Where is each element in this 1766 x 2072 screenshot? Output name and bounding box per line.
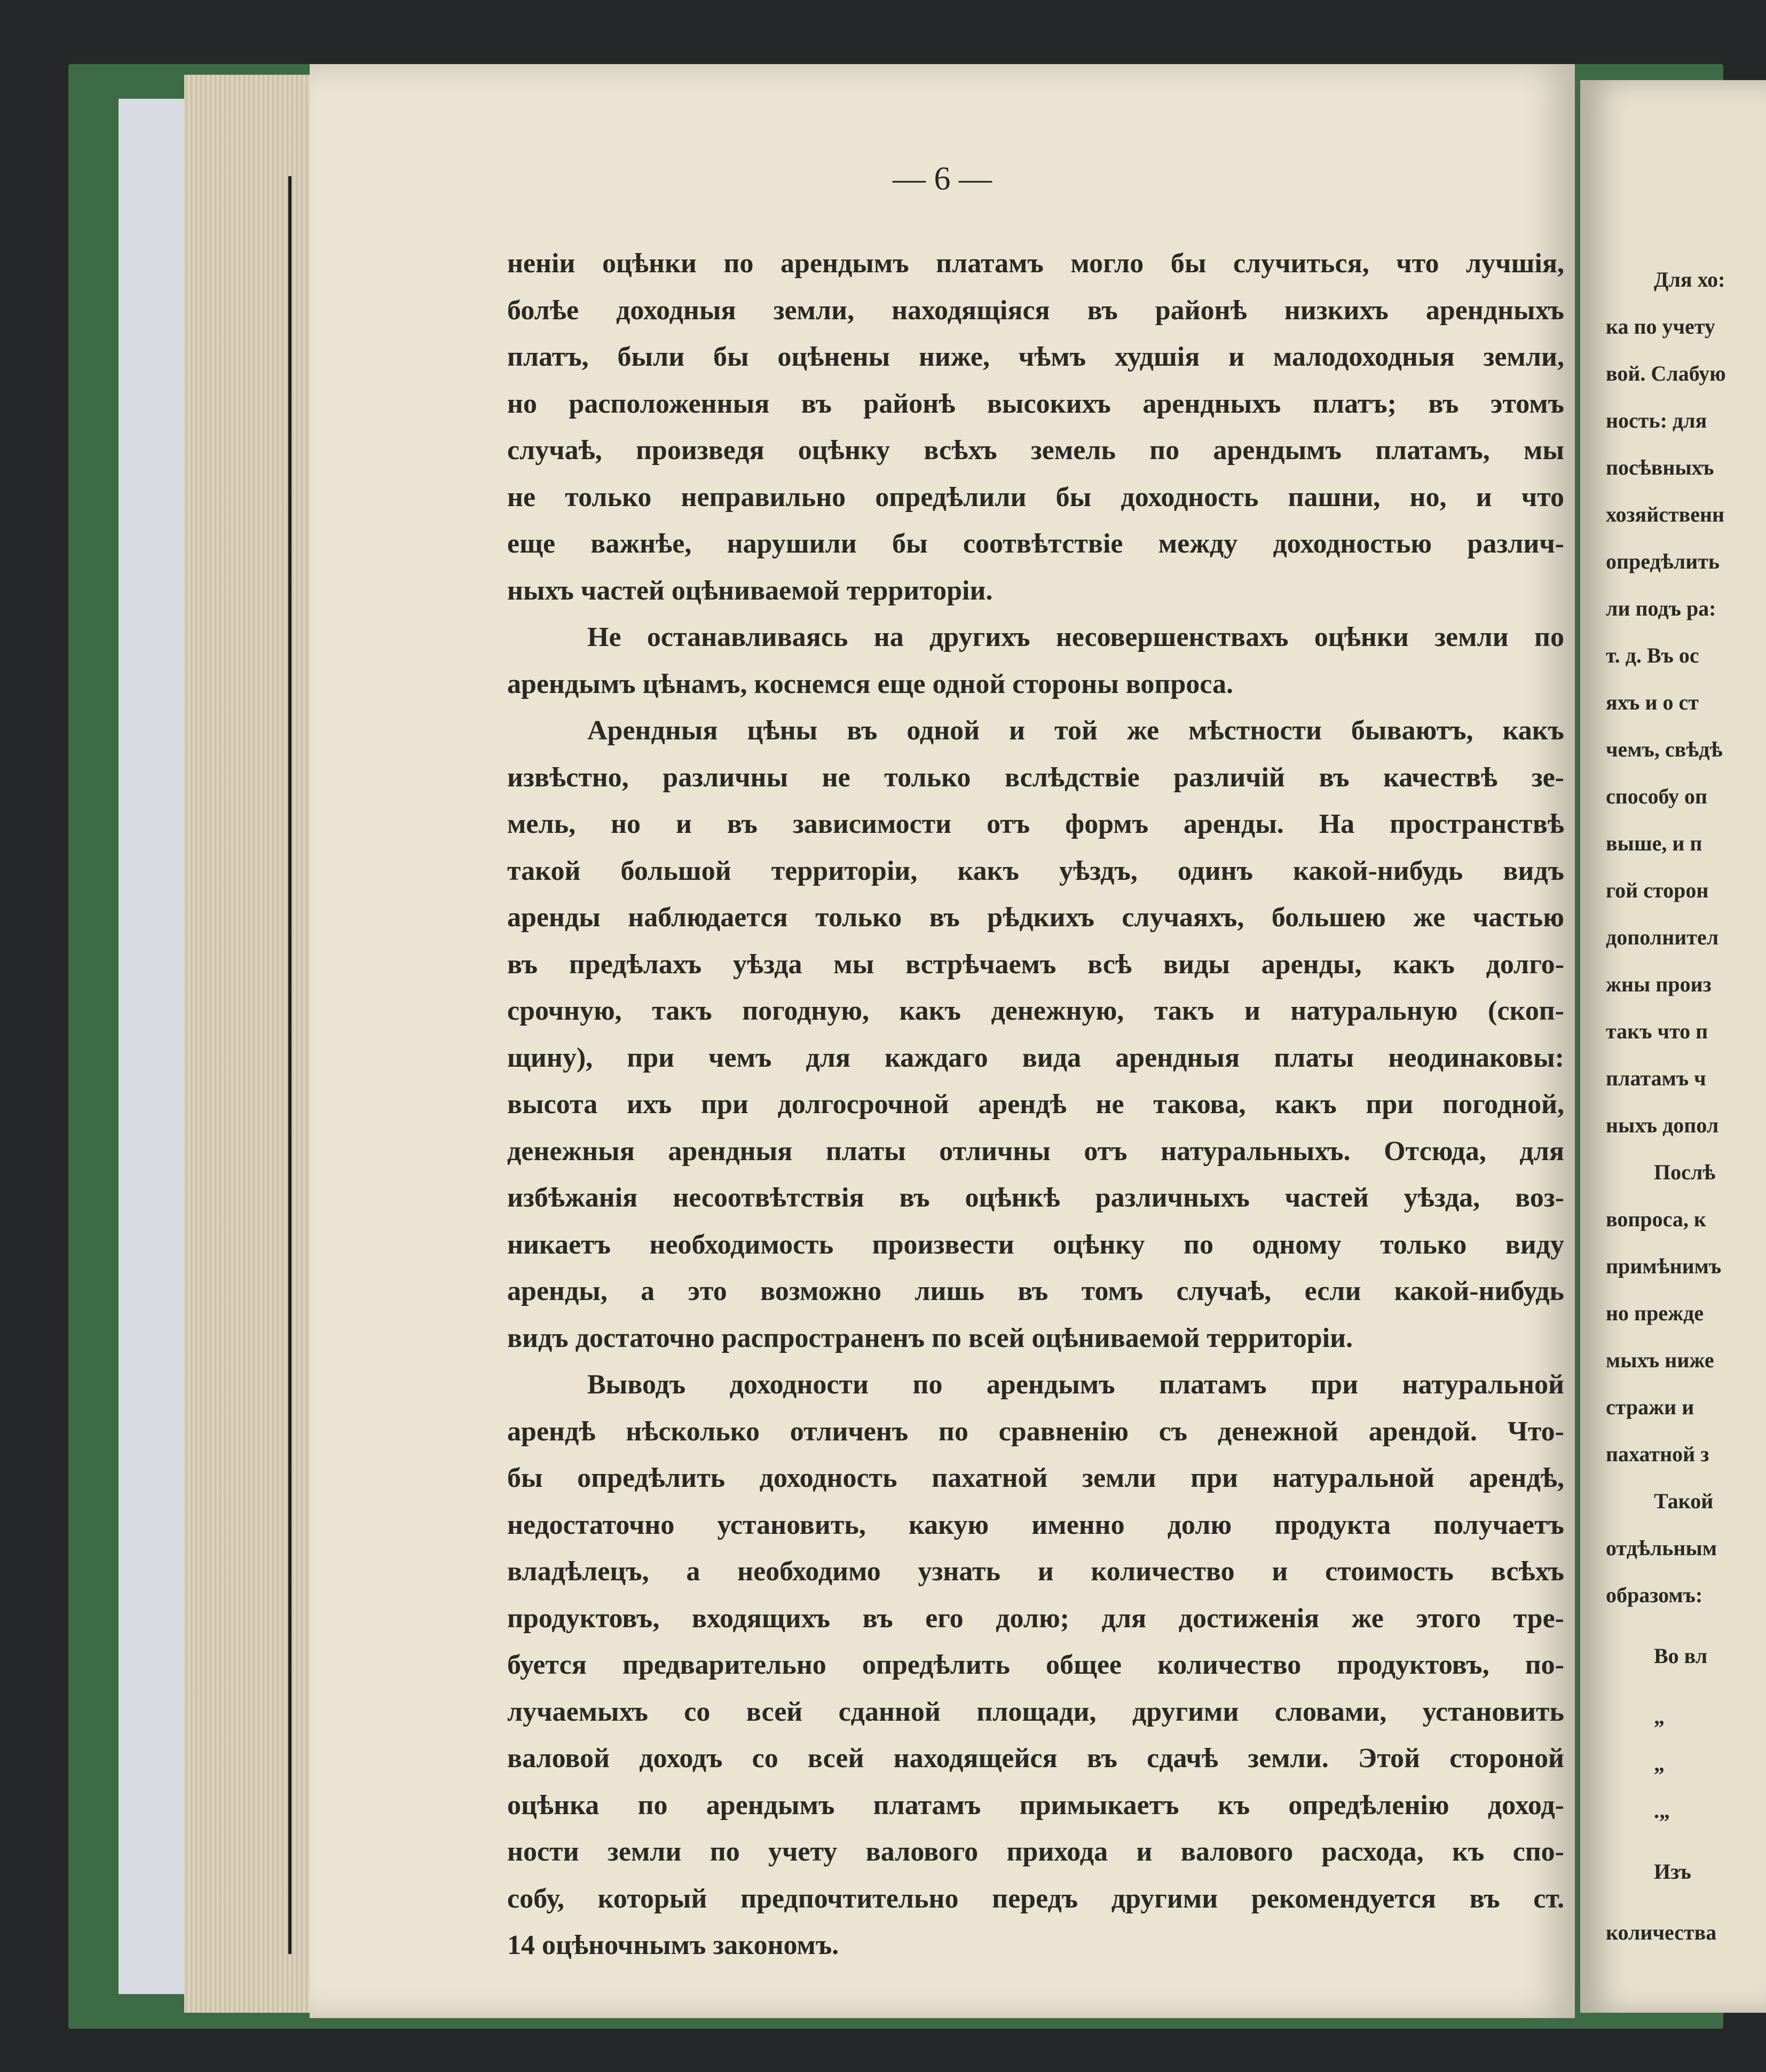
text-line: аренды наблюдается только въ рѣдкихъ случаяхъ, большею же частью [507,902,1564,933]
text-line: оцѣнка по арендымъ платамъ примыкаетъ къ опредѣленiю доход- [507,1790,1564,1821]
text-line: извѣстно, различны не только вслѣдствiе различiй въ качествѣ зе- [507,762,1564,793]
right-text-line: ли подъ ра: [1606,596,1716,620]
right-text-line: хозяйственн [1606,502,1725,526]
text-line: лучаемыхъ со всей сданной площади, другими словами, установить [507,1696,1564,1727]
right-text-line: Изъ [1654,1860,1691,1884]
right-text-line: ныхъ допол [1606,1113,1719,1137]
text-line: валовой доходъ со всей находящейся въ сдачѣ земли. Этой стороной [507,1743,1564,1774]
right-text-line: Во вл [1654,1644,1708,1668]
text-line: Арендныя цѣны въ одной и той же мѣстности бываютъ, какъ [587,715,1564,746]
right-text-line: количества [1606,1920,1717,1944]
right-text-line: вопроса, к [1606,1207,1706,1231]
text-line: щину), при чемъ для каждаго вида арендныя платы неодинаковы: [507,1042,1564,1073]
right-text-line: но прежде [1606,1301,1704,1325]
right-text-line: пахатной з [1606,1442,1709,1466]
right-text-line: способу оп [1606,784,1708,808]
right-text-line: ность: для [1606,408,1707,432]
right-text-line: вой. Слабую [1606,361,1726,385]
text-line: еще важнѣе, нарушили бы соотвѣтствiе между доходностью различ- [507,529,1564,559]
right-text-line: .„ [1654,1799,1670,1823]
text-line: продуктовъ, входящихъ въ его долю; для достиженiя же этого тре- [507,1603,1564,1634]
text-line: ненiи оцѣнки по арендымъ платамъ могло бы случиться, что лучшiя, [507,248,1564,279]
text-line: владѣлецъ, а необходимо узнать и количество и стоимость всѣхъ [507,1556,1564,1587]
right-page-text [1606,256,1726,1956]
text-line: арендымъ цѣнамъ, коснемся еще одной стороны вопроса. [507,668,1234,699]
right-text-line: опредѣлить [1606,549,1720,573]
right-text-line: Для хо: [1654,267,1725,292]
page-body-text [507,240,1564,1969]
right-text-line: выше, и п [1606,831,1702,855]
right-text-line: посѣвныхъ [1606,455,1714,479]
right-text-line: платамъ ч [1606,1066,1706,1090]
right-text-line: Такой [1654,1489,1714,1513]
text-line: арендѣ нѣсколько отличенъ по сравненiю съ денежной арендой. Что- [507,1416,1564,1447]
text-line: буется предварительно опредѣлить общее количество продуктовъ, по- [507,1650,1564,1680]
right-text-line: примѣнимъ [1606,1254,1722,1278]
text-line: платъ, были бы оцѣнены ниже, чѣмъ худшiя и малодоходныя земли, [507,342,1564,372]
text-line: въ предѣлахъ уѣзда мы встрѣчаемъ всѣ виды аренды, какъ долго- [507,949,1564,980]
text-line: избѣжанiя несоотвѣтствiя въ оцѣнкѣ различныхъ частей уѣзда, воз- [507,1183,1564,1213]
text-line: но расположенныя въ районѣ высокихъ арендныхъ платъ; въ этомъ [507,388,1564,419]
left-page [310,64,1575,2018]
text-line: случаѣ, произведя оцѣнку всѣхъ земель по арендымъ платамъ, мы [507,435,1564,466]
text-line: срочную, такъ погодную, какъ денежную, такъ и натуральную (скоп- [507,996,1564,1026]
text-line: мель, но и въ зависимости отъ формъ аренды. На пространствѣ [507,809,1564,839]
text-line: никаетъ необходимость произвести оцѣнку по одному только виду [507,1229,1564,1260]
right-text-line: отдѣльным [1606,1536,1717,1560]
text-line: такой большой территорiи, какъ уѣздъ, одинъ какой-нибудь видъ [507,855,1564,886]
text-line: высота ихъ при долгосрочной арендѣ не такова, какъ при погодной, [507,1089,1564,1120]
right-text-line: такъ что п [1606,1019,1708,1043]
right-text-line: стражи и [1606,1395,1694,1419]
text-line: денежныя арендныя платы отличны отъ натуральныхъ. Отсюда, для [507,1136,1564,1167]
text-line: Выводъ доходности по арендымъ платамъ при натуральной [587,1369,1564,1400]
right-text-line: мыхъ ниже [1606,1348,1714,1372]
text-line: Не останавливаясь на другихъ несовершенствахъ оцѣнки земли по [587,622,1564,652]
right-page [1580,80,1766,2013]
text-line: болѣе доходныя земли, находящiяся въ районѣ низкихъ арендныхъ [507,295,1564,326]
right-text-line: т. д. Въ ос [1606,643,1699,667]
right-text-line: „ [1654,1705,1665,1729]
right-text-line: жны произ [1606,972,1712,996]
text-line: недостаточно установить, какую именно долю продукта получаетъ [507,1509,1564,1540]
text-line: аренды, а это возможно лишь въ томъ случаѣ, если какой-нибудь [507,1276,1564,1306]
right-text-line: Послѣ [1654,1160,1716,1184]
right-text-line: гой сторон [1606,878,1709,902]
page-number: — 6 — [893,161,992,197]
text-line: не только неправильно опредѣлили бы доходность пашни, но, и что [507,482,1564,513]
right-text-line: ка по учету [1606,314,1715,338]
text-line: видъ достаточно распространенъ по всей оцѣниваемой территорiи. [507,1322,1353,1353]
right-text-line: дополнител [1606,925,1719,949]
text-line: ныхъ частей оцѣниваемой территорiи. [507,575,993,606]
text-line: 14 оцѣночнымъ закономъ. [507,1930,839,1960]
right-text-line: яхъ и о ст [1606,690,1699,714]
binding-line [288,176,291,1954]
text-line: ности земли по учету валового прихода и валового расхода, къ спо- [507,1837,1564,1867]
right-text-line: „ [1654,1752,1665,1776]
text-line: бы опредѣлить доходность пахатной земли при натуральной арендѣ, [507,1463,1564,1493]
text-line: собу, который предпочтительно передъ другими рекомендуется въ ст. [507,1883,1564,1914]
right-text-line: чемъ, свѣдѣ [1606,737,1723,761]
right-text-line: образомъ: [1606,1583,1703,1607]
